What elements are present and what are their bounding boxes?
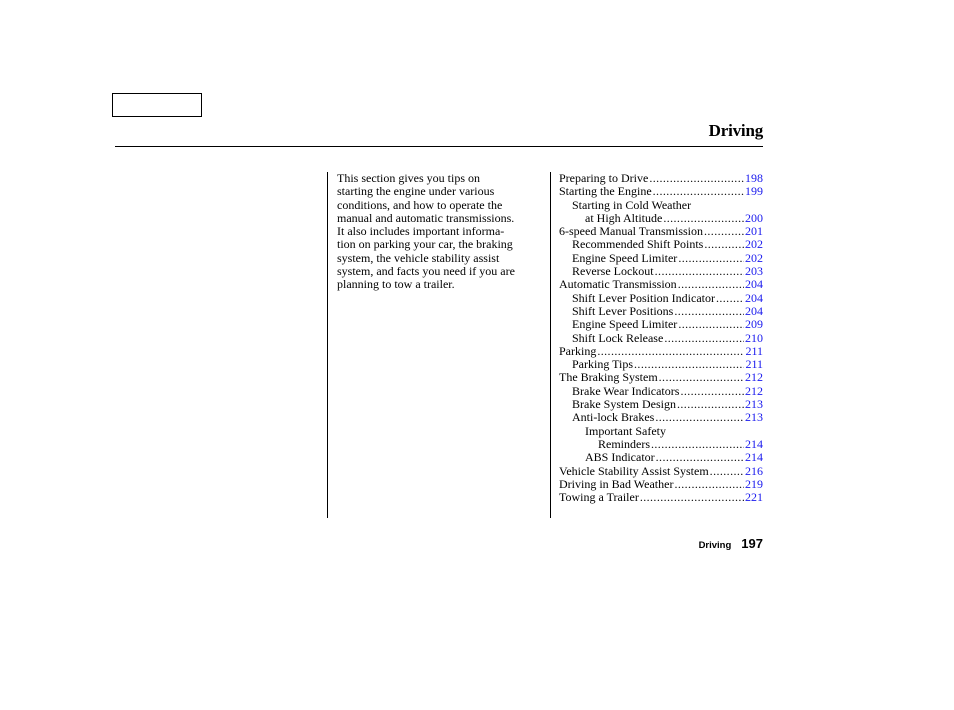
- toc-page-link[interactable]: 212: [745, 383, 763, 398]
- toc-leader-dots: [710, 465, 744, 478]
- toc-page-link[interactable]: 212: [745, 370, 763, 385]
- toc-entry[interactable]: [559, 265, 763, 278]
- toc-leader-dots: [653, 185, 744, 198]
- toc-page-link[interactable]: 202: [745, 237, 763, 252]
- toc-entry[interactable]: [559, 212, 763, 225]
- toc-leader-dots: [704, 238, 744, 251]
- toc-page-link[interactable]: 204: [745, 303, 763, 318]
- toc-leader-dots: [674, 305, 744, 318]
- toc-entry-label: at High Altitude: [585, 210, 663, 225]
- toc-leader-dots: [664, 332, 744, 345]
- toc-entry-label: Brake Wear Indicators: [572, 383, 680, 398]
- toc-entry[interactable]: [559, 478, 763, 491]
- toc-leader-dots: [677, 398, 744, 411]
- toc-entry[interactable]: [559, 172, 763, 185]
- toc-entry[interactable]: [559, 278, 763, 291]
- toc-entry-label: Driving in Bad Weather: [559, 476, 674, 491]
- toc-entry[interactable]: [559, 318, 763, 331]
- toc-leader-dots: [655, 411, 744, 424]
- toc-page-link[interactable]: 210: [745, 330, 763, 345]
- toc-entry-label: Reminders: [598, 436, 650, 451]
- toc-entry-label: Automatic Transmission: [559, 277, 677, 292]
- toc-page-link[interactable]: 213: [745, 397, 763, 412]
- toc-page-link[interactable]: 199: [745, 184, 763, 199]
- toc-leader-dots: [678, 278, 744, 291]
- toc-leader-dots: [651, 438, 744, 451]
- toc-entry-label: Preparing to Drive: [559, 171, 649, 185]
- toc-page-link[interactable]: 204: [745, 277, 763, 292]
- toc-page-link[interactable]: 198: [745, 171, 763, 185]
- toc-leader-dots: [634, 358, 744, 371]
- footer-section-label: Driving: [698, 540, 732, 551]
- toc-leader-dots: [678, 252, 744, 265]
- intro-line: system, and facts you need if you are: [337, 264, 515, 279]
- toc-entry-label: Parking Tips: [572, 357, 634, 372]
- toc-page-link[interactable]: 200: [745, 210, 763, 225]
- toc-entry[interactable]: [559, 451, 763, 464]
- toc-page-link[interactable]: 213: [745, 410, 763, 425]
- toc-entry-label: Important Safety: [585, 423, 666, 438]
- toc-entry: [559, 199, 763, 212]
- toc-leader-dots: [716, 292, 744, 305]
- toc-entry-label: Shift Lever Position Indicator: [572, 290, 715, 305]
- toc-leader-dots: [678, 318, 744, 331]
- toc-entry[interactable]: [559, 292, 763, 305]
- intro-line: planning to tow a trailer.: [337, 277, 455, 292]
- title-divider: [115, 146, 763, 147]
- toc-leader-dots: [663, 212, 744, 225]
- column-divider-middle: [550, 172, 551, 518]
- toc-page-link[interactable]: 209: [745, 317, 763, 332]
- intro-line: tion on parking your car, the braking: [337, 237, 513, 252]
- toc-page-link[interactable]: 214: [745, 450, 763, 465]
- toc-entry[interactable]: [559, 185, 763, 198]
- toc-entry[interactable]: [559, 385, 763, 398]
- toc-leader-dots: [649, 172, 744, 185]
- toc-entry-label: Parking: [559, 343, 597, 358]
- toc-entry-label: Recommended Shift Points: [572, 237, 704, 252]
- page-number: 197: [741, 536, 763, 551]
- toc-page-link[interactable]: 201: [745, 224, 763, 239]
- toc-entry-label: ABS Indicator: [585, 450, 655, 465]
- toc-page-link[interactable]: 219: [745, 476, 763, 491]
- toc-entry-label: Engine Speed Limiter: [572, 250, 678, 265]
- toc-entry-label: Reverse Lockout: [572, 264, 654, 279]
- toc-entry-label: Anti-lock Brakes: [572, 410, 655, 425]
- page-footer: [699, 536, 763, 551]
- toc-leader-dots: [597, 345, 744, 358]
- toc-leader-dots: [640, 491, 744, 504]
- intro-line: This section gives you tips on: [337, 171, 480, 185]
- toc-entry[interactable]: [559, 345, 763, 358]
- intro-line: manual and automatic transmissions.: [337, 210, 515, 225]
- toc-entry-label: Brake System Design: [572, 397, 676, 412]
- toc-entry-label: Shift Lever Positions: [572, 303, 674, 318]
- toc-leader-dots: [704, 225, 744, 238]
- intro-line: It also includes important informa-: [337, 224, 505, 239]
- toc-page-link[interactable]: 214: [745, 436, 763, 451]
- toc-entry-label: Starting in Cold Weather: [572, 197, 692, 212]
- toc-page-link[interactable]: 202: [745, 250, 763, 265]
- toc-entry[interactable]: [559, 358, 763, 371]
- toc-entry[interactable]: [559, 411, 763, 424]
- toc-entry[interactable]: [559, 225, 763, 238]
- toc-leader-dots: [655, 265, 744, 278]
- page-title: Driving: [708, 121, 763, 140]
- toc-entry-label: 6-speed Manual Transmission: [559, 224, 703, 239]
- toc-entry[interactable]: [559, 491, 763, 504]
- toc-entry[interactable]: [559, 438, 763, 451]
- intro-paragraph: [337, 172, 543, 292]
- toc-entry[interactable]: [559, 252, 763, 265]
- intro-line: starting the engine under various: [337, 184, 495, 199]
- column-divider-left: [327, 172, 328, 518]
- toc-entry-label: The Braking System: [559, 370, 658, 385]
- toc-entry: [559, 425, 763, 438]
- toc-entry[interactable]: [559, 238, 763, 251]
- toc-page-link[interactable]: 211: [745, 357, 763, 372]
- toc-entry-label: Shift Lock Release: [572, 330, 664, 345]
- toc-page-link[interactable]: 204: [745, 290, 763, 305]
- toc-entry-label: Engine Speed Limiter: [572, 317, 678, 332]
- toc-leader-dots: [656, 451, 744, 464]
- toc-page-link[interactable]: 203: [745, 264, 763, 279]
- toc-entry-label: Towing a Trailer: [559, 490, 639, 505]
- toc-entry[interactable]: [559, 465, 763, 478]
- table-of-contents: [559, 172, 763, 504]
- toc-entry[interactable]: [559, 332, 763, 345]
- toc-entry-label: Starting the Engine: [559, 184, 652, 199]
- intro-line: conditions, and how to operate the: [337, 197, 503, 212]
- toc-leader-dots: [674, 478, 744, 491]
- toc-entry[interactable]: [559, 371, 763, 384]
- toc-page-link[interactable]: 216: [745, 463, 763, 478]
- toc-page-link[interactable]: 211: [745, 343, 763, 358]
- toc-leader-dots: [659, 371, 744, 384]
- nav-box: [112, 93, 202, 117]
- toc-entry[interactable]: [559, 398, 763, 411]
- toc-leader-dots: [680, 385, 744, 398]
- intro-line: system, the vehicle stability assist: [337, 250, 500, 265]
- toc-entry-label: Vehicle Stability Assist System: [559, 463, 709, 478]
- toc-entry[interactable]: [559, 305, 763, 318]
- toc-page-link[interactable]: 221: [745, 490, 763, 505]
